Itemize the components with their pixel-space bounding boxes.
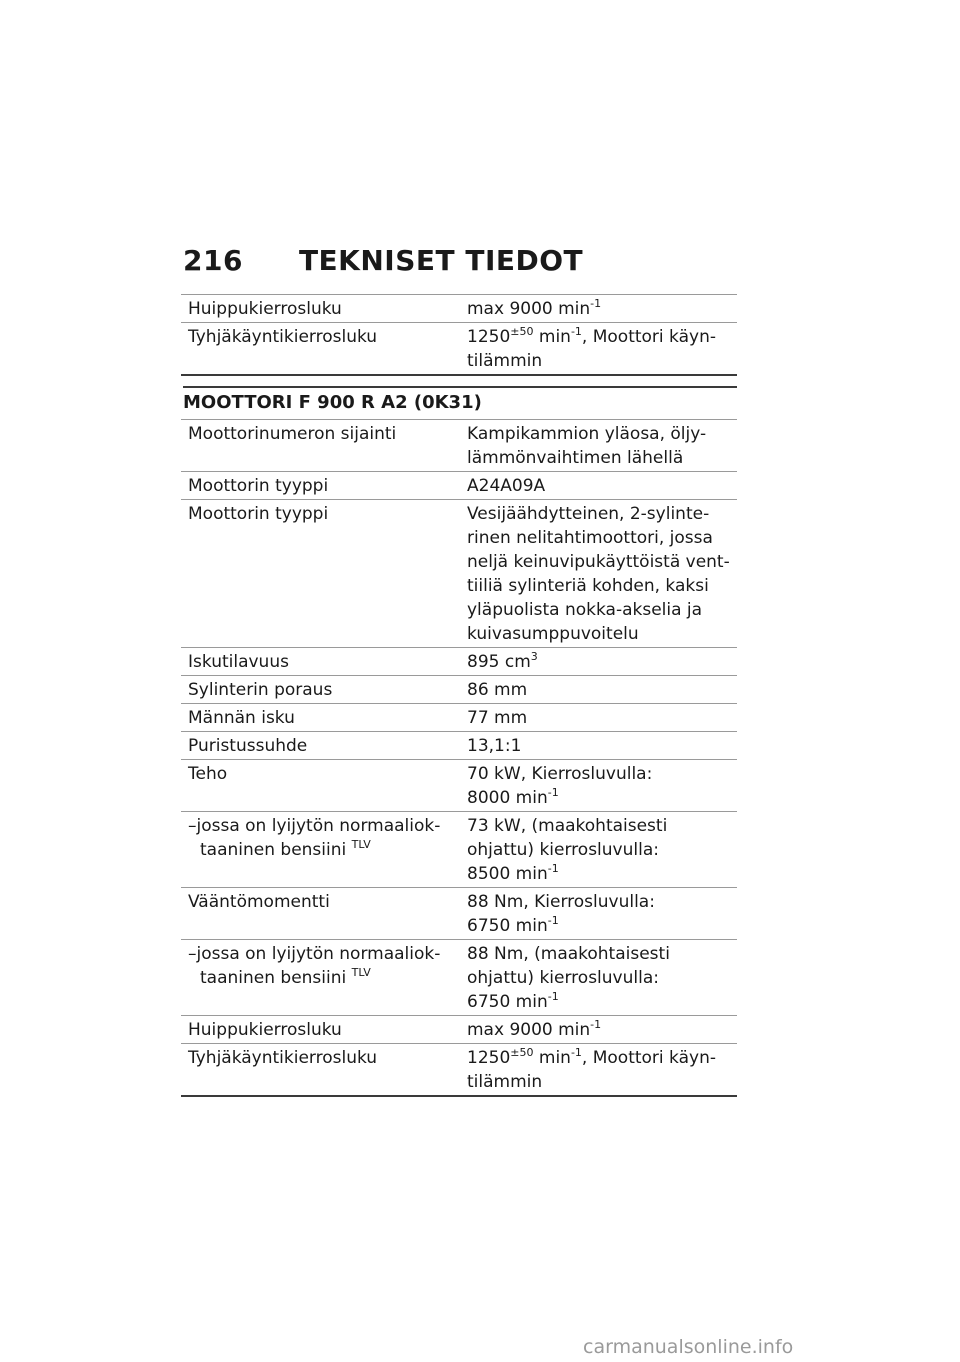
spec-table-engine [181,419,737,1097]
spec-value: A24A09A [467,476,546,496]
page-header [183,244,583,277]
spec-label: Puristussuhde [188,736,308,756]
spec-label: Huippukierrosluku [188,1020,342,1040]
table-row [181,940,737,1016]
table-row [181,1044,737,1097]
spec-label: Iskutilavuus [188,652,289,672]
spec-label: Huippukierrosluku [188,299,342,319]
table-row [181,500,737,648]
table-row [181,704,737,732]
spec-table-general [181,294,737,376]
spec-value: 88 Nm, Kierrosluvulla: 6750 $\min^{-1}$ [467,892,655,936]
table-row [181,888,737,940]
spec-value: 88 Nm, (maakohtaisesti ohjattu) kierrosluvulla: 6750 $\min^{-1}$ [467,944,670,1012]
spec-label: Moottorin tyyppi [188,476,329,496]
spec-value: 86 mm [467,680,528,700]
spec-label: Tyhjäkäyntikierrosluku [188,1048,378,1068]
section-title: MOOTTORI F 900 R A2 (0K31) [183,386,737,418]
spec-label: Vääntömomentti [188,892,330,912]
spec-label: Teho [188,764,228,784]
table-row [181,676,737,704]
table-row [181,732,737,760]
table-row [181,419,737,472]
watermark-link[interactable]: carmanualsonline.info [583,1336,794,1358]
spec-value: max 9000 $\min^{-1}$ [467,1018,602,1040]
table-row [181,323,737,376]
table-row [181,1016,737,1044]
spec-value: max 9000 $\min^{-1}$ [467,297,602,319]
page-title: TEKNISET TIEDOT [298,244,584,277]
table-row [181,294,737,323]
spec-value: Kampikammion yläosa, öljy- lämmönvaihtimen lähellä [467,424,707,468]
table-row [181,812,737,888]
spec-label: Tyhjäkäyntikierrosluku [188,327,378,347]
spec-label: –jossa on lyijytön normaaliok- taaninen bensiini $^{TLV}$ [188,816,441,860]
spec-value: $1250^{\pm 50}$ $\min^{-1}$, Moottori käyn- tilämmin [467,1046,716,1092]
table-row [181,760,737,812]
spec-value: 73 kW, (maakohtaisesti ohjattu) kierrosluvulla: 8500 $\min^{-1}$ [467,816,668,884]
spec-value: 77 mm [467,708,528,728]
spec-label: Moottorin tyyppi [188,504,329,524]
spec-label: Männän isku [188,708,295,728]
spec-value: 13,1:1 [467,736,522,756]
table-row [181,472,737,500]
spec-label: Sylinterin poraus [188,680,333,700]
table-row [181,648,737,676]
page-number: 216 [183,244,243,277]
spec-label: –jossa on lyijytön normaaliok- taaninen bensiini $^{TLV}$ [188,944,441,988]
spec-label: Moottorinumeron sijainti [188,424,397,444]
spec-value: Vesijäähdytteinen, 2-sylinte- rinen nelitahtimoottori, jossa neljä keinuvipukäyttöistä vent- tiiliä sylinteriä kohden, kaksi yläpuolista nokka-akselia ja kuivasumppuvoitelu [467,504,730,644]
spec-value: $1250^{\pm 50}$ $\min^{-1}$, Moottori käyn- tilämmin [467,325,716,371]
spec-value: 70 kW, Kierrosluvulla: 8000 $\min^{-1}$ [467,764,653,808]
spec-value: 895 $cm^3$ [467,650,538,672]
